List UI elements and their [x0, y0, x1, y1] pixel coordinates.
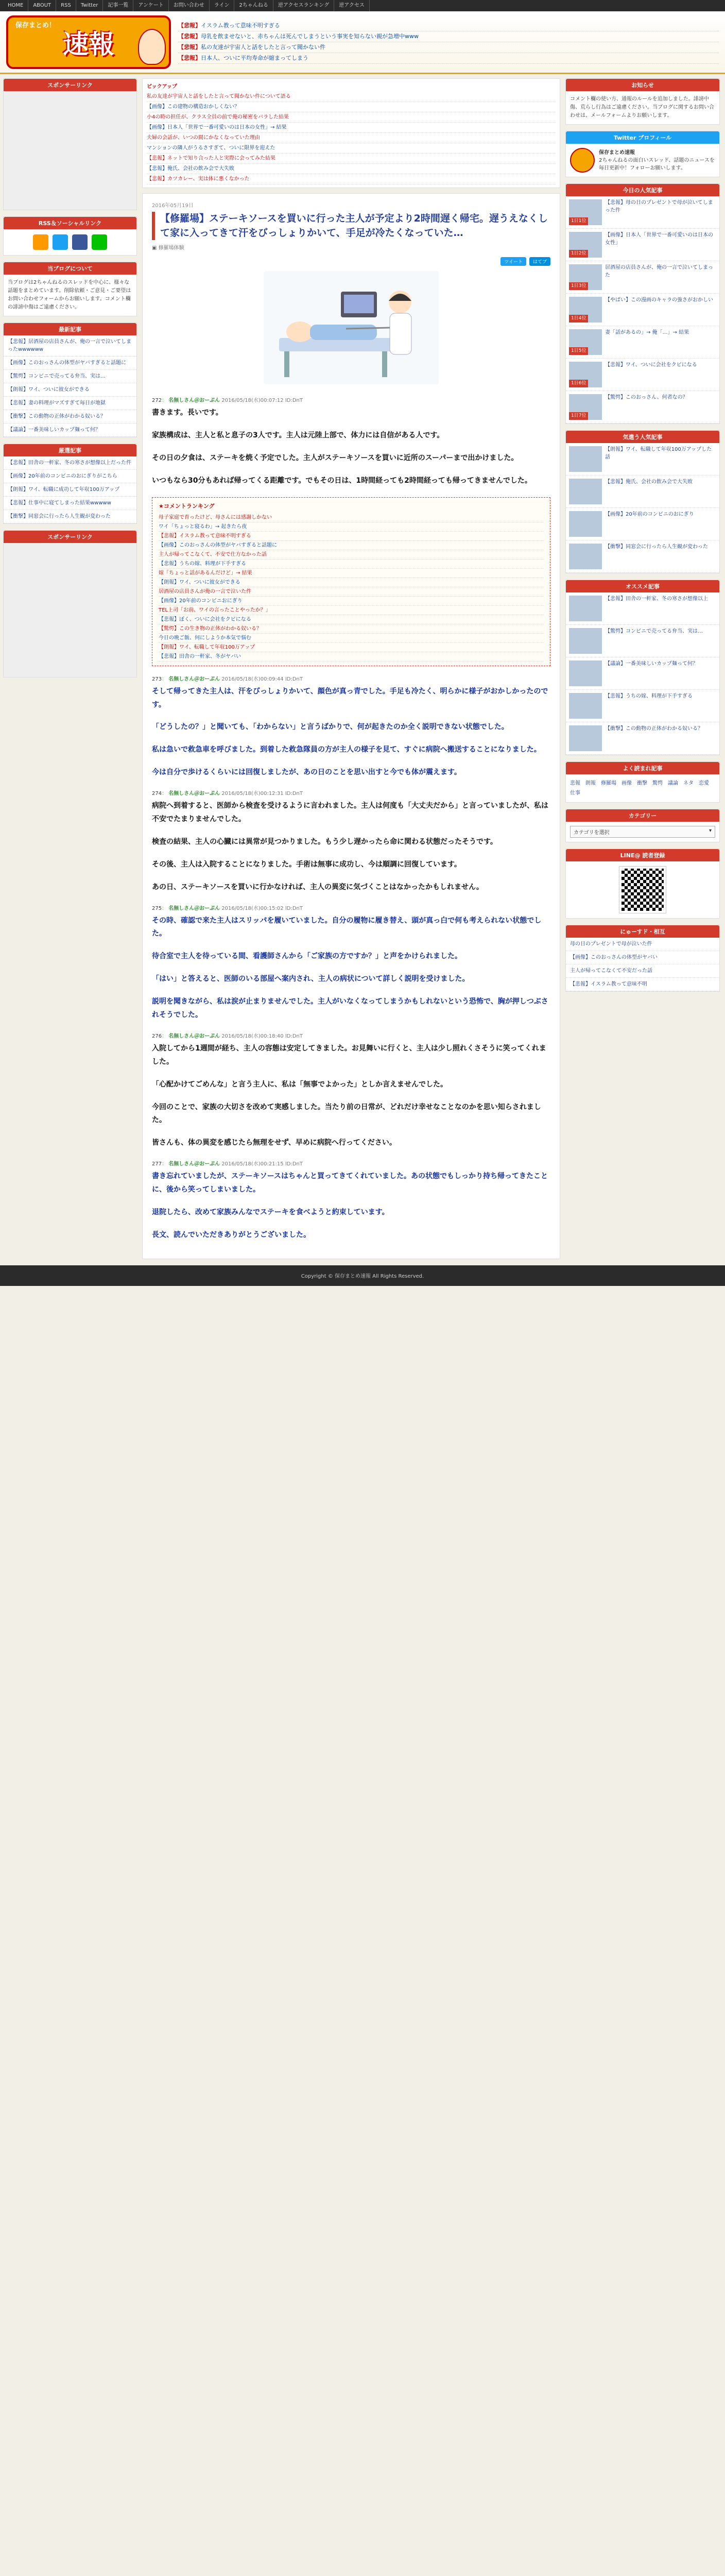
latest-item[interactable]: 【悲報】居酒屋の店員さんが、俺の一言で泣いてしまったwwwwww [4, 335, 136, 357]
rank-badge: 1日2位 [569, 250, 588, 258]
news-text: イスラム教って意味不明すぎる [201, 22, 280, 29]
pickup-item[interactable]: 【画像】この建物の構造おかしくない？ [147, 102, 556, 112]
category-box [565, 809, 720, 842]
post-category[interactable] [152, 243, 550, 251]
article-illustration [264, 271, 439, 384]
thumbnail [569, 725, 602, 751]
folder-icon: ▣ [152, 245, 159, 251]
thumbnail [569, 394, 602, 420]
ranking-item[interactable] [566, 690, 719, 722]
category-label: 修羅場体験 [158, 245, 184, 251]
nav-item[interactable]: 逆アクセス [334, 0, 370, 11]
response-date: 2016/05/18(水)00:12:31 [221, 791, 284, 797]
comment-item[interactable]: 【悲報】イスラム教って意味不明すぎる [159, 532, 544, 541]
ranking-title: 【画像】20年前のコンビニのおにぎり [605, 512, 694, 517]
nav-item[interactable]: 逆アクセスランキング [273, 0, 334, 11]
ranking-title: 【悲報】俺氏、会社の飲み会で大失敗 [605, 479, 693, 485]
article [142, 193, 560, 1259]
latest-item[interactable]: 【画像】このおっさんの体型がヤバすぎると話題に [4, 357, 136, 370]
link-item[interactable]: 母の日のプレゼントで母が泣いた件 [566, 938, 719, 951]
header-news-item[interactable] [178, 31, 719, 42]
tag-link[interactable]: 恋愛 [699, 781, 709, 786]
tweet-button[interactable]: ツイート [500, 257, 526, 266]
comment-item[interactable]: 嫁「ちょっと話があるんだけど」→ 結果 [159, 569, 544, 578]
ranking-item[interactable] [566, 229, 719, 261]
line-box [565, 849, 720, 919]
line-icon[interactable] [92, 234, 107, 250]
tag-link[interactable]: 修羅場 [601, 781, 616, 786]
comment-item[interactable]: 【悲報】うちの嫁、料理が下手すぎる [159, 560, 544, 569]
line-title: LINE@ 読者登録 [566, 849, 719, 861]
ranking-item[interactable] [566, 391, 719, 423]
thumbnail [569, 297, 602, 323]
response-paragraph: 書きます。長いです。 [152, 409, 223, 417]
response-header: 275： 名無しさん＠おーぷん 2016/05/18(水)00:15:02 ID:DnT [152, 905, 303, 911]
category-select[interactable] [570, 826, 715, 838]
response-id: ID:DnT [285, 791, 303, 797]
popular-box [565, 430, 720, 573]
response-number: 274 [152, 791, 162, 797]
twitter-profile[interactable] [566, 144, 719, 177]
response-date: 2016/05/18(水)00:18:40 [221, 1033, 284, 1039]
comment-item[interactable]: ワイ「ちょっと寝るわ」→ 起きたら夜 [159, 522, 544, 532]
response-paragraph: いつもなら30分もあれば帰ってくる距離です。でもその日は、1時間経っても2時間経っても帰ってきませんでした。 [152, 476, 532, 485]
recommend-item[interactable]: 【画像】20年前のコンビニのおにぎりがこちら [4, 470, 136, 483]
ranking-title: 居酒屋の店員さんが、俺の一言で泣いてしまった [605, 265, 713, 278]
main-content [142, 78, 560, 1259]
nav-item[interactable]: 2ちゃんねる [234, 0, 273, 11]
tag-link[interactable]: 仕事 [570, 790, 580, 796]
response-name: 名無しさん＠おーぷん [168, 1033, 220, 1039]
comment-item[interactable]: 【悲報】ぼく、ついに会社をクビになる [159, 615, 544, 624]
response-paragraph: 長文、読んでいただきありがとうございました。 [152, 1230, 310, 1239]
link-item[interactable]: 【画像】このおっさんの体型がヤバい [566, 951, 719, 964]
rank-badge: 1日6位 [569, 380, 588, 387]
recommend-list [4, 456, 136, 523]
response-header: 276： 名無しさん＠おーぷん 2016/05/18(水)00:18:40 ID:DnT [152, 1033, 303, 1039]
facebook-icon[interactable] [72, 234, 88, 250]
tag-box [565, 761, 720, 803]
response-paragraph: その時、確認で来た主人はスリッパを履いていました。自分の履物に履き替え、頭が真っ白で何も考えられない状態でした。 [152, 916, 542, 938]
ad-space-bottom[interactable] [4, 543, 136, 677]
thumbnail [569, 596, 602, 621]
tag-title: よく読まれ記事 [566, 762, 719, 774]
tag-link[interactable]: 画像 [622, 781, 632, 786]
ranking-title: 【衝撃】同窓会に行ったら人生観が変わった [605, 544, 708, 550]
news-tag: 【悲報】 [178, 32, 201, 40]
response-paragraph: 病院へ到着すると、医師から検査を受けるように言われました。主人は何度も「大丈夫だから」と言っていましたが、私は不安でたまりませんでした。 [152, 802, 548, 823]
sponsor-box [3, 78, 137, 210]
tag-link[interactable]: ネタ [683, 781, 694, 786]
chevron-down-icon: ▾ [709, 828, 712, 834]
response-name: 名無しさん＠おーぷん [168, 905, 220, 911]
thumbnail [569, 446, 602, 472]
recommend-item[interactable]: 【朗報】ワイ、転職に成功して年収100万アップ [4, 483, 136, 497]
comment-item[interactable]: TEL上司「お前、ワイの言ったことやったか？」 [159, 606, 544, 615]
tag-link[interactable]: 悲報 [570, 781, 580, 786]
response-number: 272 [152, 398, 162, 404]
popular-title: 気遣う人気記事 [566, 431, 719, 443]
qr-code-icon[interactable] [619, 867, 666, 913]
response-date: 2016/05/18(水)00:21:15 [221, 1161, 284, 1167]
response-paragraph: 入院してから1週間が経ち、主人の容態は安定してきました。お見舞いに行くと、主人は少し照れくさそうに笑ってくれました。 [152, 1044, 546, 1066]
site-header [0, 11, 725, 74]
response-id: ID:DnT [285, 905, 303, 911]
news-text: 母乳を飲ませないと、赤ちゃんは死んでしまうという事実を知らない親が急増中www [201, 32, 419, 40]
notice-text: コメント欄の使い方、通報のルールを追加しました。誹謗中傷、荒らし行為はご遠慮ください。当ブログに関するお問い合わせは、メールフォームよりお願いします。 [570, 96, 714, 118]
news-tag: 【悲報】 [178, 43, 201, 50]
response-paragraph: その後、主人は入院することになりました。手術は無事に成功し、今は順調に回復しています。 [152, 860, 461, 869]
ranking-item[interactable] [566, 657, 719, 690]
site-logo[interactable] [6, 15, 171, 69]
comment-item[interactable]: 【朗報】ワイ、ついに彼女ができる [159, 578, 544, 587]
rss-box [3, 216, 137, 256]
response-paragraph: 書き忘れていましたが、ステーキソースはちゃんと買ってきてくれていました。あの状態でもしっかり持ち帰ってきたことに、後から笑ってしまいました。 [152, 1172, 548, 1194]
ranking-title: 【悲報】田舎の一軒家、冬の寒さが想像以上 [605, 596, 708, 602]
nav-item[interactable]: 記事一覧 [103, 0, 133, 11]
popular-list [566, 443, 719, 573]
twitter-title: Twitter プロフィール [566, 131, 719, 144]
hatena-button[interactable]: はてブ [529, 257, 550, 266]
about-title: 当ブログについて [4, 262, 136, 275]
ranking-box [565, 183, 720, 424]
ranking-title: 【朗報】ワイ、転職して年収100万アップした話 [605, 447, 712, 460]
response-name: 名無しさん＠おーぷん [168, 676, 220, 682]
rss-title: RSS＆ソーシャルリンク [4, 217, 136, 229]
logo-title: 速報 [63, 28, 114, 59]
pickup-item[interactable]: 【悲報】カツカレー、実は体に悪くなかった [147, 174, 556, 184]
recommend-box [3, 444, 137, 524]
header-news-item[interactable] [178, 53, 719, 64]
ranking-title: 【悲報】ワイ、ついに会社をクビになる [605, 362, 697, 368]
mascot-icon [138, 29, 166, 65]
pickup-item[interactable]: 【画像】日本人「世界で一番可愛いのは日本の女性」→ 結果 [147, 123, 556, 133]
latest-item[interactable]: 【朗報】ワイ、ついに彼女ができる [4, 383, 136, 397]
pickup-title: ピックアップ [147, 84, 177, 90]
latest-list [4, 335, 136, 437]
rank-badge: 1日5位 [569, 347, 588, 355]
thumbnail [569, 511, 602, 537]
category-title: カテゴリー [566, 809, 719, 822]
ranking-item[interactable] [566, 592, 719, 625]
comment-item[interactable]: 【画像】20年前のコンビニおにぎり [159, 597, 544, 606]
rss-icon[interactable] [33, 234, 48, 250]
ranking-title: 今日の人気記事 [566, 184, 719, 196]
pickup-item[interactable]: 私の友達が宇宙人と話をしたと言って聞かない件について語る [147, 92, 556, 102]
tag-link[interactable]: 衝撃 [637, 781, 647, 786]
notice-box [565, 78, 720, 125]
thumbnail [569, 628, 602, 654]
rank-badge: 1日1位 [569, 217, 588, 225]
comment-item[interactable]: 【画像】このおっさんの体型がヤバすぎると話題に [159, 541, 544, 550]
response-id: ID:DnT [285, 1161, 303, 1167]
thumbnail [569, 544, 602, 569]
thumbnail [569, 199, 602, 225]
ranking-title: 【驚愕】このおっさん、何者なの？ [605, 395, 688, 400]
nav-item[interactable]: HOME [3, 0, 28, 11]
response-body [152, 406, 550, 488]
pickup-item[interactable]: マンションの隣人がうるさすぎて、ついに限界を迎えた [147, 143, 556, 154]
response-body [152, 914, 550, 1022]
ad-space[interactable] [4, 91, 136, 210]
response-date: 2016/05/18(水)00:15:02 [221, 905, 284, 911]
response-paragraph: 退院したら、改めて家族みんなでステーキを食べようと約束しています。 [152, 1208, 389, 1217]
response-paragraph: あの日、ステーキソースを買いに行かなければ、主人の異変に気づくことはなかったかもしれません。 [152, 883, 484, 891]
pickup-list [147, 92, 556, 184]
comment-item[interactable]: 居酒屋の店員さんが俺の一言で泣いた件 [159, 587, 544, 597]
ranking-item[interactable] [566, 294, 719, 326]
response-number: 275 [152, 905, 162, 911]
response-paragraph: 待合室で主人を待っている間、看護師さんから「ご家族の方ですか？」と声をかけられました。 [152, 952, 462, 961]
news-tag: 【悲報】 [178, 54, 201, 61]
response-paragraph: 説明を聞きながら、私は涙が止まりませんでした。主人がいなくなってしまうかもしれないという恐怖で、胸が押しつぶされそうでした。 [152, 997, 548, 1020]
latest-title: 最新記事 [4, 323, 136, 335]
comment-item[interactable]: 【悲報】田舎の一軒家、冬がヤバい [159, 652, 544, 662]
logo-subtitle: 保存まとめ！ [15, 21, 56, 29]
ranking-title: 妻「話があるの」→ 俺「…」→ 結果 [605, 330, 689, 335]
thumbnail [569, 264, 602, 290]
response-paragraph: 家族構成は、主人と私と息子の3人です。主人は元陸上部で、体力には自信がある人です。 [152, 431, 444, 439]
response-header: 274： 名無しさん＠おーぷん 2016/05/18(水)00:12:31 ID:DnT [152, 791, 303, 797]
response-id: ID:DnT [285, 1033, 303, 1039]
ranking-item[interactable] [566, 196, 719, 229]
latest-item[interactable]: 【悲報】妻の料理がマズすぎて毎日が地獄 [4, 397, 136, 410]
nav-item[interactable]: Twitter [76, 0, 103, 11]
rank-badge: 1日3位 [569, 282, 588, 290]
response-paragraph: 「はい」と答えると、医師のいる部屋へ案内され、主人の病状について詳しく説明を受けました。 [152, 975, 470, 984]
comment-list [159, 513, 544, 662]
ranking-item[interactable] [566, 722, 719, 755]
news-text: 日本人、ついに平均寿命が縮まってしまう [201, 54, 308, 61]
twitter-icon[interactable] [53, 234, 68, 250]
nav-item[interactable]: ライン [210, 0, 235, 11]
about-text: 当ブログは2ちゃんねるのスレッドを中心に、様々な話題をまとめています。削除依頼・ご意見・ご要望はお問い合わせフォームからお願いします。コメント欄の誹謗中傷はご遠慮ください。 [8, 280, 131, 310]
ranking-title: 【驚愕】コンビニで売ってる弁当、実は… [605, 629, 703, 634]
comment-ranking [152, 497, 550, 666]
response-paragraph: 今は自分で歩けるくらいには回復しましたが、あの日のことを思い出すと今でも体が震えます。 [152, 768, 461, 777]
share-row [152, 257, 550, 266]
ranking-item[interactable] [566, 326, 719, 359]
thumbnail [569, 232, 602, 258]
pickup-item[interactable]: 【悲報】俺氏、会社の飲み会で大失敗 [147, 164, 556, 174]
response-body [152, 800, 550, 894]
sponsor-box-bottom [3, 530, 137, 677]
response-header: 273： 名無しさん＠おーぷん 2016/05/18(水)00:09:44 ID:DnT [152, 676, 303, 682]
twitter-box [565, 131, 720, 177]
thumbnail [569, 693, 602, 719]
tag-cloud [566, 774, 719, 802]
ranking-list [566, 196, 719, 423]
response-paragraph: 「心配かけてごめんな」と言う主人に、私は「無事でよかった」としか言えませんでした。 [152, 1080, 447, 1089]
footer: Copyright © 保存まとめ速報 All Rights Reserved. [0, 1265, 725, 1286]
links-title: にゅーすド・相互 [566, 925, 719, 938]
recommend-item[interactable]: 【衝撃】同窓会に行ったら人生観が変わった [4, 510, 136, 523]
links-list [566, 938, 719, 991]
nav-item[interactable]: お問い合わせ [169, 0, 210, 11]
ranking-item[interactable] [566, 261, 719, 294]
right-recommend-list [566, 592, 719, 755]
comment-item[interactable]: 【驚愕】この生き物の正体がわかる奴いる？ [159, 624, 544, 634]
tag-link[interactable]: 議論 [668, 781, 678, 786]
thumbnail [569, 362, 602, 387]
nav-item[interactable]: RSS [56, 0, 76, 11]
sponsor-title-bottom: スポンサーリンク [4, 531, 136, 543]
ranking-item[interactable] [566, 476, 719, 508]
ranking-title: 【画像】日本人「世界で一番可愛いのは日本の女性」 [605, 232, 713, 246]
response-paragraph: 「どうしたの？」と聞いても、「わからない」と言うばかりで、何が起きたのか全く説明できない状態でした。 [152, 723, 509, 732]
thumbnail [569, 329, 602, 355]
ranking-item[interactable] [566, 508, 719, 540]
news-text: 私の友達が宇宙人と話をしたと言って聞かない件 [201, 43, 325, 50]
left-sidebar [3, 78, 137, 1259]
recommend-item[interactable]: 【悲報】田舎の一軒家、冬の寒さが想像以上だった件 [4, 456, 136, 470]
response-body [152, 685, 550, 779]
response-paragraph: 私は急いで救急車を呼びました。到着した救急隊員の方が主人の様子を見て、すぐに病院へ搬送することになりました。 [152, 745, 541, 754]
response-date: 2016/05/18(水)00:09:44 [221, 676, 284, 682]
thumbnail [569, 479, 602, 504]
right-sidebar [565, 78, 720, 1259]
post-date: 2016年05月19日 [152, 203, 194, 209]
tag-link[interactable]: 驚愕 [652, 781, 663, 786]
response-paragraph: 検査の結果、主人の心臓には異常が見つかりました。もう少し遅かったら命に関わる状態だったそうです。 [152, 837, 497, 846]
header-news-item[interactable] [178, 42, 719, 53]
notice-title: お知らせ [566, 79, 719, 91]
tag-link[interactable]: 朗報 [585, 781, 596, 786]
comment-item[interactable]: 【朗報】ワイ、転職して年収100万アップ [159, 643, 544, 652]
ranking-item[interactable] [566, 443, 719, 476]
news-tag: 【悲報】 [178, 22, 201, 29]
link-item[interactable]: 【悲報】イスラム教って意味不明 [566, 978, 719, 991]
comment-item[interactable]: 今日の晩ご飯、何にしようか本気で悩む [159, 634, 544, 643]
header-news-list [178, 21, 719, 64]
header-news-item[interactable] [178, 21, 719, 31]
response-paragraph: 今回のことで、家族の大切さを改めて実感しました。当たり前の日常が、どれだけ幸せなことなのかを思い知らされました。 [152, 1103, 541, 1125]
latest-item[interactable]: 【議論】一番美味しいカップ麺って何？ [4, 423, 136, 437]
response-paragraph: その日の夕食は、ステーキを焼く予定でした。主人がステーキソースを買いに近所のスーパーまで出かけました。 [152, 453, 519, 462]
ranking-title: 【衝撃】この動物の正体がわかる奴いる？ [605, 726, 703, 732]
comment-ranking-title: ★コメントランキング [159, 502, 215, 510]
response-name: 名無しさん＠おーぷん [168, 791, 220, 797]
rank-badge: 1日7位 [569, 412, 588, 420]
response-name: 名無しさん＠おーぷん [168, 1161, 220, 1167]
ranking-item[interactable] [566, 359, 719, 391]
ranking-item[interactable] [566, 625, 719, 657]
response-name: 名無しさん＠おーぷん [168, 398, 220, 404]
sponsor-title: スポンサーリンク [4, 79, 136, 91]
post-title: 【修羅場】ステーキソースを買いに行った主人が予定より2時間遅く帰宅。遅うえなくして家に入ってきて汗をびっしょりかいて、手足が冷たくなっていた… [152, 212, 550, 240]
ranking-title: 【議論】一番美味しいカップ麺って何？ [605, 661, 698, 667]
category-select-value: カテゴリを選択 [574, 830, 610, 836]
ranking-title: 【やばい】この漫画のキャラの強さがおかしい [605, 297, 713, 303]
top-nav [0, 0, 725, 11]
response-id: ID:DnT [285, 676, 303, 682]
latest-box [3, 323, 137, 437]
recommend-item[interactable]: 【悲報】仕事中に寝てしまった結果wwwww [4, 497, 136, 510]
response-id: ID:DnT [285, 398, 303, 404]
response-body [152, 1170, 550, 1242]
profile-text: 2ちゃんねるの面白いスレッド、話題のニュースを毎日更新中！フォローお願いします。 [599, 158, 715, 171]
links-box [565, 925, 720, 992]
about-box [3, 262, 137, 316]
response-paragraph: 皆さんも、体の異変を感じたら無理をせず、早めに病院へ行ってください。 [152, 1139, 396, 1147]
comment-item[interactable]: 母子家庭で育ったけど、母さんには感謝しかない [159, 513, 544, 522]
link-item[interactable]: 主人が帰ってこなくて不安だった話 [566, 964, 719, 978]
response-paragraph: そして帰ってきた主人は、汗をびっしょりかいて、顔色が真っ青でした。手足も冷たく、明らかに様子がおかしかったのです。 [152, 687, 548, 709]
recommend-title: 厳選記事 [4, 444, 136, 456]
right-recommend-box [565, 580, 720, 755]
response-number: 273 [152, 676, 162, 682]
ranking-item[interactable] [566, 540, 719, 573]
response-number: 276 [152, 1033, 162, 1039]
ranking-title: 【悲報】母の日のプレゼントで母が泣いてしまった件 [605, 200, 713, 213]
nav-item[interactable]: ABOUT [28, 0, 56, 11]
right-recommend-title: オススメ記事 [566, 580, 719, 592]
avatar [570, 148, 595, 173]
latest-item[interactable]: 【衝撃】この動物の正体がわかる奴いる？ [4, 410, 136, 423]
pickup-item[interactable]: 夫婦の会話が、いつの間にかなくなっていた理由 [147, 133, 556, 143]
response-date: 2016/05/18(水)00:07:12 [221, 398, 284, 404]
rank-badge: 1日4位 [569, 315, 588, 323]
comment-item[interactable]: 主人が帰ってこなくて、不安で仕方なかった話 [159, 550, 544, 560]
response-header: 272： 名無しさん＠おーぷん 2016/05/18(水)00:07:12 ID:DnT [152, 398, 303, 404]
latest-item[interactable]: 【驚愕】コンビニで売ってる弁当、実は… [4, 370, 136, 383]
nav-item[interactable]: アンケート [133, 0, 168, 11]
pickup-item[interactable]: 小4の時の担任が、クラス全員の前で俺の秘密をバラした結果 [147, 112, 556, 123]
profile-name: 保存まとめ速報 [599, 150, 635, 156]
ranking-title: 【悲報】うちの嫁、料理が下手すぎる [605, 693, 693, 699]
pickup-box [142, 78, 560, 188]
response-number: 277 [152, 1161, 162, 1167]
pickup-item[interactable]: 【悲報】ネットで知り合った人と実際に会ってみた結果 [147, 154, 556, 164]
response-body [152, 1042, 550, 1150]
response-header: 277： 名無しさん＠おーぷん 2016/05/18(水)00:21:15 ID:DnT [152, 1161, 303, 1167]
thumbnail [569, 660, 602, 686]
